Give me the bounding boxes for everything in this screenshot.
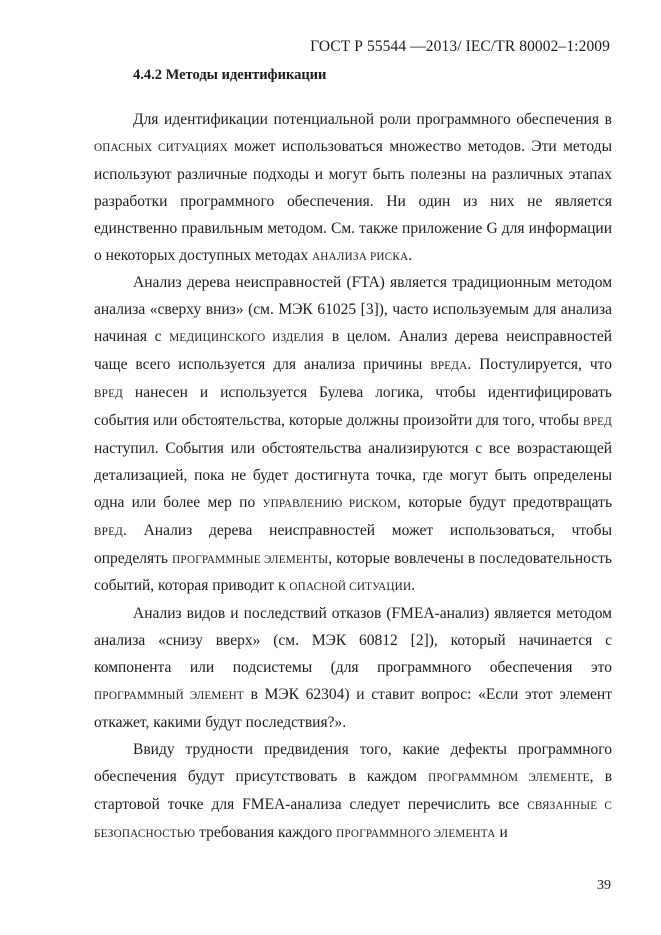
defined-term: ВРЕД	[94, 388, 123, 401]
paragraph-text: и	[495, 823, 508, 841]
defined-term: ПРОГРАММНЫЕ ЭЛЕМЕНТЫ	[172, 553, 329, 566]
paragraph-text: может использоваться множество методов. Эти методы используют различные подходы и могут быть полезны на различных этапах разработки программного обеспечения. Ни один из них не является единственно правильным методом. См. также приложение G для информации о некоторых доступных методах	[94, 137, 612, 264]
defined-term: ПРОГРАММНОМ ЭЛЕМЕНТЕ	[428, 771, 590, 784]
defined-term: ВРЕД	[583, 415, 612, 428]
paragraph	[94, 601, 612, 737]
paragraph-text: , которые вовлечены в последовательность событий, которая приводит к	[94, 549, 612, 595]
paragraph-text: Ввиду трудности предвидения того, какие дефекты программного обеспечения будут присутствовать в каждом	[94, 740, 612, 785]
paragraph-text: . Анализ дерева неисправностей может использоваться, чтобы определять	[94, 521, 612, 567]
defined-term: ПРОГРАММНОГО ЭЛЕМЕНТА	[336, 827, 496, 840]
paragraph-text: .	[408, 246, 413, 264]
defined-term: СВЯЗАННЫЕ С БЕЗОПАСНОСТЬЮ	[94, 799, 612, 840]
paragraph-text: нанесен и используется Булева логика, чтобы идентифицировать события или обстоятельства, которые должны произойти для того, чтобы	[94, 384, 612, 429]
defined-term: ВРЕДА	[430, 360, 468, 373]
paragraph-text: Анализ дерева неисправностей (FTA) является традиционным методом анализа «сверху вниз» (см. МЭК 61025 [3]), часто используемым для анализа начиная с	[94, 274, 612, 346]
section-heading: 4.4.2 Методы идентификации	[133, 67, 327, 83]
defined-term: ВРЕД	[94, 525, 123, 538]
defined-term: ОПАСНЫХ СИТУАЦИЯХ	[94, 141, 228, 154]
paragraph-text: , в стартовой точке для FMEA-анализа следует перечислить все	[94, 767, 613, 813]
paragraph-text: наступил. События или обстоятельства анализируются с все возрастающей детализацией, пока не будет достигнута точка, где могут быть определены одна или более мер по	[94, 439, 612, 511]
defined-term: ОПАСНОЙ СИТУАЦИИ	[289, 581, 412, 594]
page-number: 39	[597, 878, 611, 893]
body-text	[94, 107, 612, 847]
defined-term: ПРОГРАММНЫЙ ЭЛЕМЕНТ	[94, 690, 244, 703]
paragraph	[94, 737, 612, 848]
paragraph	[94, 107, 612, 270]
paragraph-text: Для идентификации потенциальной роли программного обеспечения в	[133, 111, 612, 128]
defined-term: АНАЛИЗА РИСКА	[312, 250, 409, 263]
paragraph-text: , которые будут предотвращать	[397, 493, 613, 511]
defined-term: МЕДИЦИНСКОГО ИЗДЕЛИЯ	[169, 332, 325, 345]
paragraph	[94, 270, 612, 601]
standard-header: ГОСТ Р 55544 —2013/ IEC/TR 80002–1:2009	[310, 38, 610, 55]
paragraph-text: . Постулируется, что	[467, 356, 612, 374]
paragraph-text: в МЭК 62304) и ставит вопрос: «Если этот элемент откажет, какими будут последствия?».	[94, 686, 612, 731]
defined-term: УПРАВЛЕНИЮ РИСКОМ	[262, 497, 398, 510]
paragraph-text: Анализ видов и последствий отказов (FMEA-анализ) является методом анализа «снизу вверх» (см. МЭК 60812 [2]), который начинается с компонента или подсистемы (для программного обеспечения это	[94, 605, 612, 677]
paragraph-text: требования каждого	[195, 823, 337, 841]
paragraph-text: в целом. Анализ дерева неисправностей чаще всего используется для анализа причины	[94, 328, 613, 374]
paragraph-text: .	[411, 577, 416, 595]
